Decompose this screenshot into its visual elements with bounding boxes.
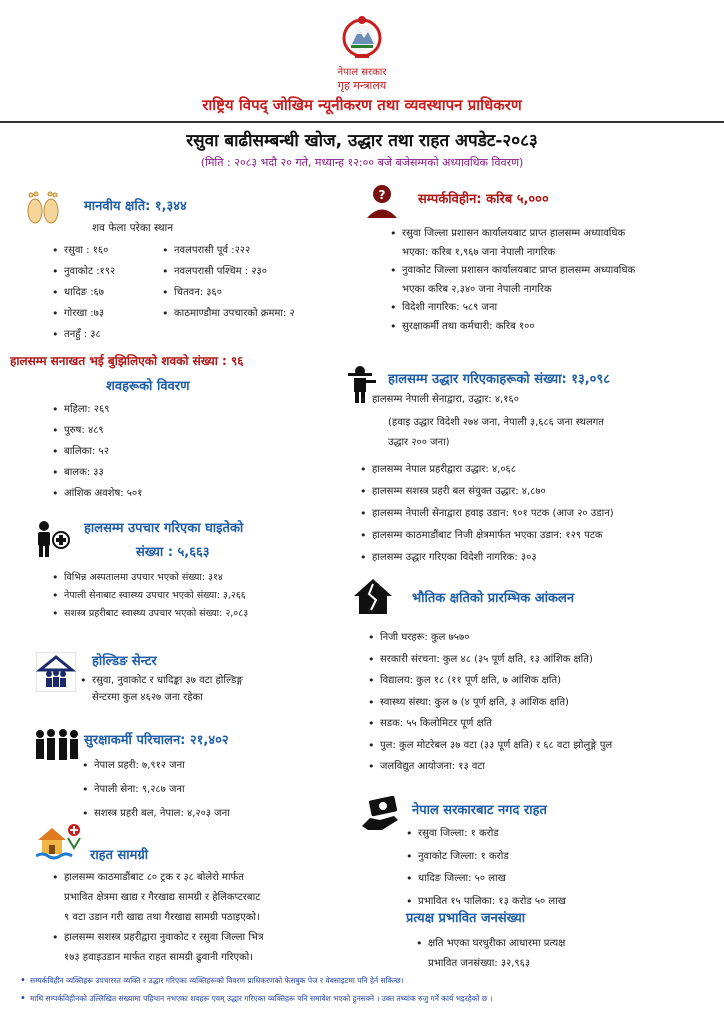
list-item: • धादिङ :६७ [50, 282, 115, 303]
list-item: • सडक: ५५ किलोमिटर पूर्ण क्षति [366, 713, 612, 735]
missing-person-icon [364, 183, 400, 219]
page-subtitle: (मिति : २०८३ भदौ २० गते, मध्यान्ह १२:०० बजे बजेसम्मको अध्यावधिक विवरण) [200, 156, 524, 169]
list-item: • हालसम्म नेपाली सेनाद्वारा, उद्धार: ४,१६० [358, 391, 519, 409]
list-item: • चितवन: ३६० [160, 282, 295, 303]
missing-list [388, 225, 635, 336]
rescue-list [358, 459, 614, 569]
missing-line: नुवाकोट जिल्ला प्रशासन कार्यालयबाट प्राप्त हालसम्म अध्यावधिक [402, 265, 636, 276]
rescue-note-2: उद्धार २०० जना) [388, 437, 450, 448]
holding-center-title: होल्डिङ सेन्टर [92, 654, 157, 669]
relief-line: १७३ हवाइउडान मार्फत राहत सामग्री ढुवानी गरिएको। [64, 952, 254, 963]
security-list [80, 754, 230, 826]
list-item: • नवलपरासी पश्चिम : २३० [160, 261, 295, 282]
list-item: • विद्यालय: कुल १८ (११ पूर्ण क्षति, ७ आंशिक क्षति) [366, 670, 612, 692]
holding-center-list [78, 672, 243, 706]
missing-line: रसुवा जिल्ला प्रशासन कार्यालयबाट प्राप्त हालसम्म अध्यावधिक [402, 228, 626, 239]
list-item: • नेपाल प्रहरी: ७,९१२ जना [80, 754, 230, 778]
relief-line: हालसम्म सशस्त्र प्रहरीद्वारा नुवाकोट र रसुवा जिल्ला भित्र [64, 932, 264, 943]
relief-line: प्रभावित क्षेत्रमा खाद्य र गैरखाद्य सामग्री र हेलिकप्टरबाट [64, 892, 261, 903]
list-item: • सरकारी संरचना: कुल ४८ (३५ पूर्ण क्षति, १३ आंशिक क्षति) [366, 649, 612, 671]
list-item: • हालसम्म काठमाडौंबाट निजी क्षेत्रमार्फत भएका उडान: १२९ पटक [358, 525, 614, 547]
list-item: • सशस्त्र प्रहरी बल, नेपाल: ४,२०३ जना [80, 802, 230, 826]
relief-list [50, 868, 263, 968]
list-item [78, 672, 243, 706]
relief-title: राहत सामग्री [90, 848, 149, 863]
list-item: • स्वास्थ्य संस्था: कुल ७ (४ पूर्ण क्षति, ३ आंशिक क्षति) [366, 692, 612, 714]
list-item: • निजी घरहरू: कुल ७५७० [366, 627, 612, 649]
missing-line: भएका करिब २,३४० जना नेपाली नागरिक [402, 283, 552, 295]
list-item: • काठमाण्डौमा उपचारको क्रममा: २ [160, 303, 295, 324]
relief-line: ९ वटा उडान गरी खाद्य तथा गैरखाद्य सामग्री पठाइएको। [64, 912, 260, 923]
relief-line: हालसम्म काठमाडौंबाट ८० ट्रक र ३८ बोलेरो मार्फत [64, 872, 244, 883]
list-item [414, 934, 565, 974]
list-item: • प्रभावित १५ पालिका: १३ करोड ५० लाख [404, 891, 566, 914]
affected-line-1: क्षति भएका घरधुरीका आधारमा प्रत्यक्ष [428, 938, 566, 949]
footprints-icon [22, 186, 64, 228]
footer-notes [0, 976, 724, 1024]
list-item: • हालसम्म सशस्त्र प्रहरी बल संयुक्त उद्धार: ४,८७० [358, 481, 614, 503]
list-item: • हालसम्म नेपाल प्रहरीद्वारा उद्धार: ४,०६८ [358, 459, 614, 481]
injured-person-icon [32, 520, 70, 558]
cash-hand-icon [360, 796, 400, 834]
list-item: • तनहुँ : ३८ [50, 324, 115, 345]
human-loss-title: मानवीय क्षति: १,३४४ [84, 199, 187, 214]
affected-population-list [414, 934, 565, 974]
holding-line-2: सेन्टरमा कुल ४६२७ जना रहेका [92, 692, 203, 703]
list-item: • सुरक्षाकर्मी तथा कर्मचारी: करिब १०० [388, 318, 635, 337]
svg-text:?: ? [378, 188, 386, 202]
list-item: • गोरखा :७३ [50, 303, 115, 324]
header-divider [0, 121, 724, 123]
footer-note: • माथि सम्पर्कविहीनको उल्लिखित संख्यामा पहिचान नभएका शवहरू एवम् उद्धार गरिएका व्यक्तिहरू पनि समावेश भएको हुनसक्ने । उक्त तथ्यांक रुजु गर्ने कार्य भइरहेको छ । [20, 994, 724, 1004]
list-item: • नुवाकोट :१९२ [50, 261, 115, 282]
list-item [50, 928, 263, 968]
list-item [50, 868, 263, 928]
list-item: • बालक: ३३ [50, 462, 142, 483]
government-name: नेपाल सरकार [337, 67, 387, 78]
list-item: • विदेशी नागरिक: ५८९ जना [388, 299, 635, 318]
list-item: • महिला: २६९ [50, 399, 142, 420]
list-item: • हालसम्म उद्धार गरिएका विदेशी नागरिक: ३०३ [358, 547, 614, 569]
damaged-house-icon [352, 576, 394, 616]
list-item: • नुवाकोट जिल्ला: १ करोड [404, 846, 566, 869]
relief-aid-icon [36, 822, 82, 862]
list-item: • सशस्त्र प्रहरीबाट स्वास्थ्य उपचार भएको संख्या: २,०८३ [50, 605, 248, 623]
security-title: सुरक्षाकर्मी परिचालन: २१,४०२ [84, 733, 229, 748]
rescue-note-1: (हवाइ उद्धार विदेशी २७४ जना, नेपाली ३,६८६ जना स्थलगत [388, 417, 604, 428]
injured-count: संख्या : ५,६६३ [136, 545, 210, 560]
physical-damage-list [366, 627, 612, 778]
list-item: • नेपाली सेना: ९,२८७ जना [80, 778, 230, 802]
list-item: • विभिन्न अस्पतालमा उपचार भएको संख्या: ३१४ [50, 569, 248, 587]
missing-title: सम्पर्कविहीन: करिब ५,००० [418, 192, 549, 207]
list-item: • आंशिक अवशेष: ५०१ [50, 483, 142, 504]
found-location-label: शव फेला परेका स्थान [92, 222, 174, 234]
injured-list [50, 569, 248, 623]
holding-line-1: रसुवा, नुवाकोट र धादिङ्का ३७ वटा होल्डिङ्ग [92, 675, 243, 686]
list-item [388, 262, 635, 299]
list-item [388, 225, 635, 262]
list-item: • हालसम्म नेपाली सेनाद्वारा हवाइ उडान: ९०१ पटक (आज २० उडान) [358, 503, 614, 525]
affected-line-2: प्रभावित जनसंख्या: ३२,९६३ [428, 958, 531, 969]
affected-population-title: प्रत्यक्ष प्रभावित जनसंख्या [406, 911, 526, 926]
list-item: • नवलपरासी पूर्व :२२२ [160, 240, 295, 261]
list-item: • जलविद्युत आयोजना: १३ वटा [366, 756, 612, 778]
ministry-name: गृह मन्त्रालय [337, 79, 387, 92]
bodies-detail-title: शवहरूको विवरण [106, 379, 190, 394]
found-location-list-2 [160, 240, 295, 324]
security-personnel-icon [34, 726, 80, 766]
list-item: • बालिका: ५२ [50, 441, 142, 462]
page-title: रसुवा बाढीसम्बन्धी खोज, उद्धार तथा राहत अपडेट-२०८३ [186, 131, 538, 151]
bodies-list [50, 399, 142, 504]
list-item: • रसुवा : १६० [50, 240, 115, 261]
missing-line: भएका: करिब १,९६७ जना नेपाली नागरिक [402, 246, 556, 258]
footer-note: • सम्पर्कविहीन व्यक्तिहरू उपचाररत व्यक्ति र उद्धार गरिएका व्यक्तिहरूको विवरण प्राधिकरणको फेसबुक पेज र वेबसाइटमा पनि हेर्न सकिन्छ। [20, 976, 724, 986]
found-location-list-1 [50, 240, 115, 345]
list-item: • धादिङ जिल्ला: ५० लाख [404, 868, 566, 891]
list-item: • पुरुष: ४८९ [50, 420, 142, 441]
nepal-emblem-icon [337, 12, 387, 60]
cash-relief-title: नेपाल सरकारबाट नगद राहत [412, 803, 547, 818]
injured-title: हालसम्म उपचार गरिएका घाइतेको [84, 521, 244, 536]
cash-relief-list [404, 823, 566, 913]
identified-bodies-title: हालसम्म सनाखत भई बुझिलिएको शवको संख्या : ९६ [10, 354, 244, 368]
authority-name: राष्ट्रिय विपद् जोखिम न्यूनीकरण तथा व्यवस्थापन प्राधिकरण [202, 96, 522, 114]
list-item: • रसुवा जिल्ला: १ करोड [404, 823, 566, 846]
shelter-icon [36, 652, 76, 692]
list-item: • नेपाली सेनाबाट स्वास्थ्य उपचार भएको संख्या: ३,२६६ [50, 587, 248, 605]
rescue-title: हालसम्म उद्धार गरिएकाहरूको संख्या: १३,०९८ [388, 372, 610, 387]
list-item: • पुल: कुल मोटरेबल ३७ वटा (३३ पूर्ण क्षति) र ६८ वटा झोलुङ्गे पुल [366, 735, 612, 757]
physical-damage-title: भौतिक क्षतिको प्रारम्भिक आंकलन [412, 591, 575, 606]
rescue-list-first [358, 391, 519, 409]
